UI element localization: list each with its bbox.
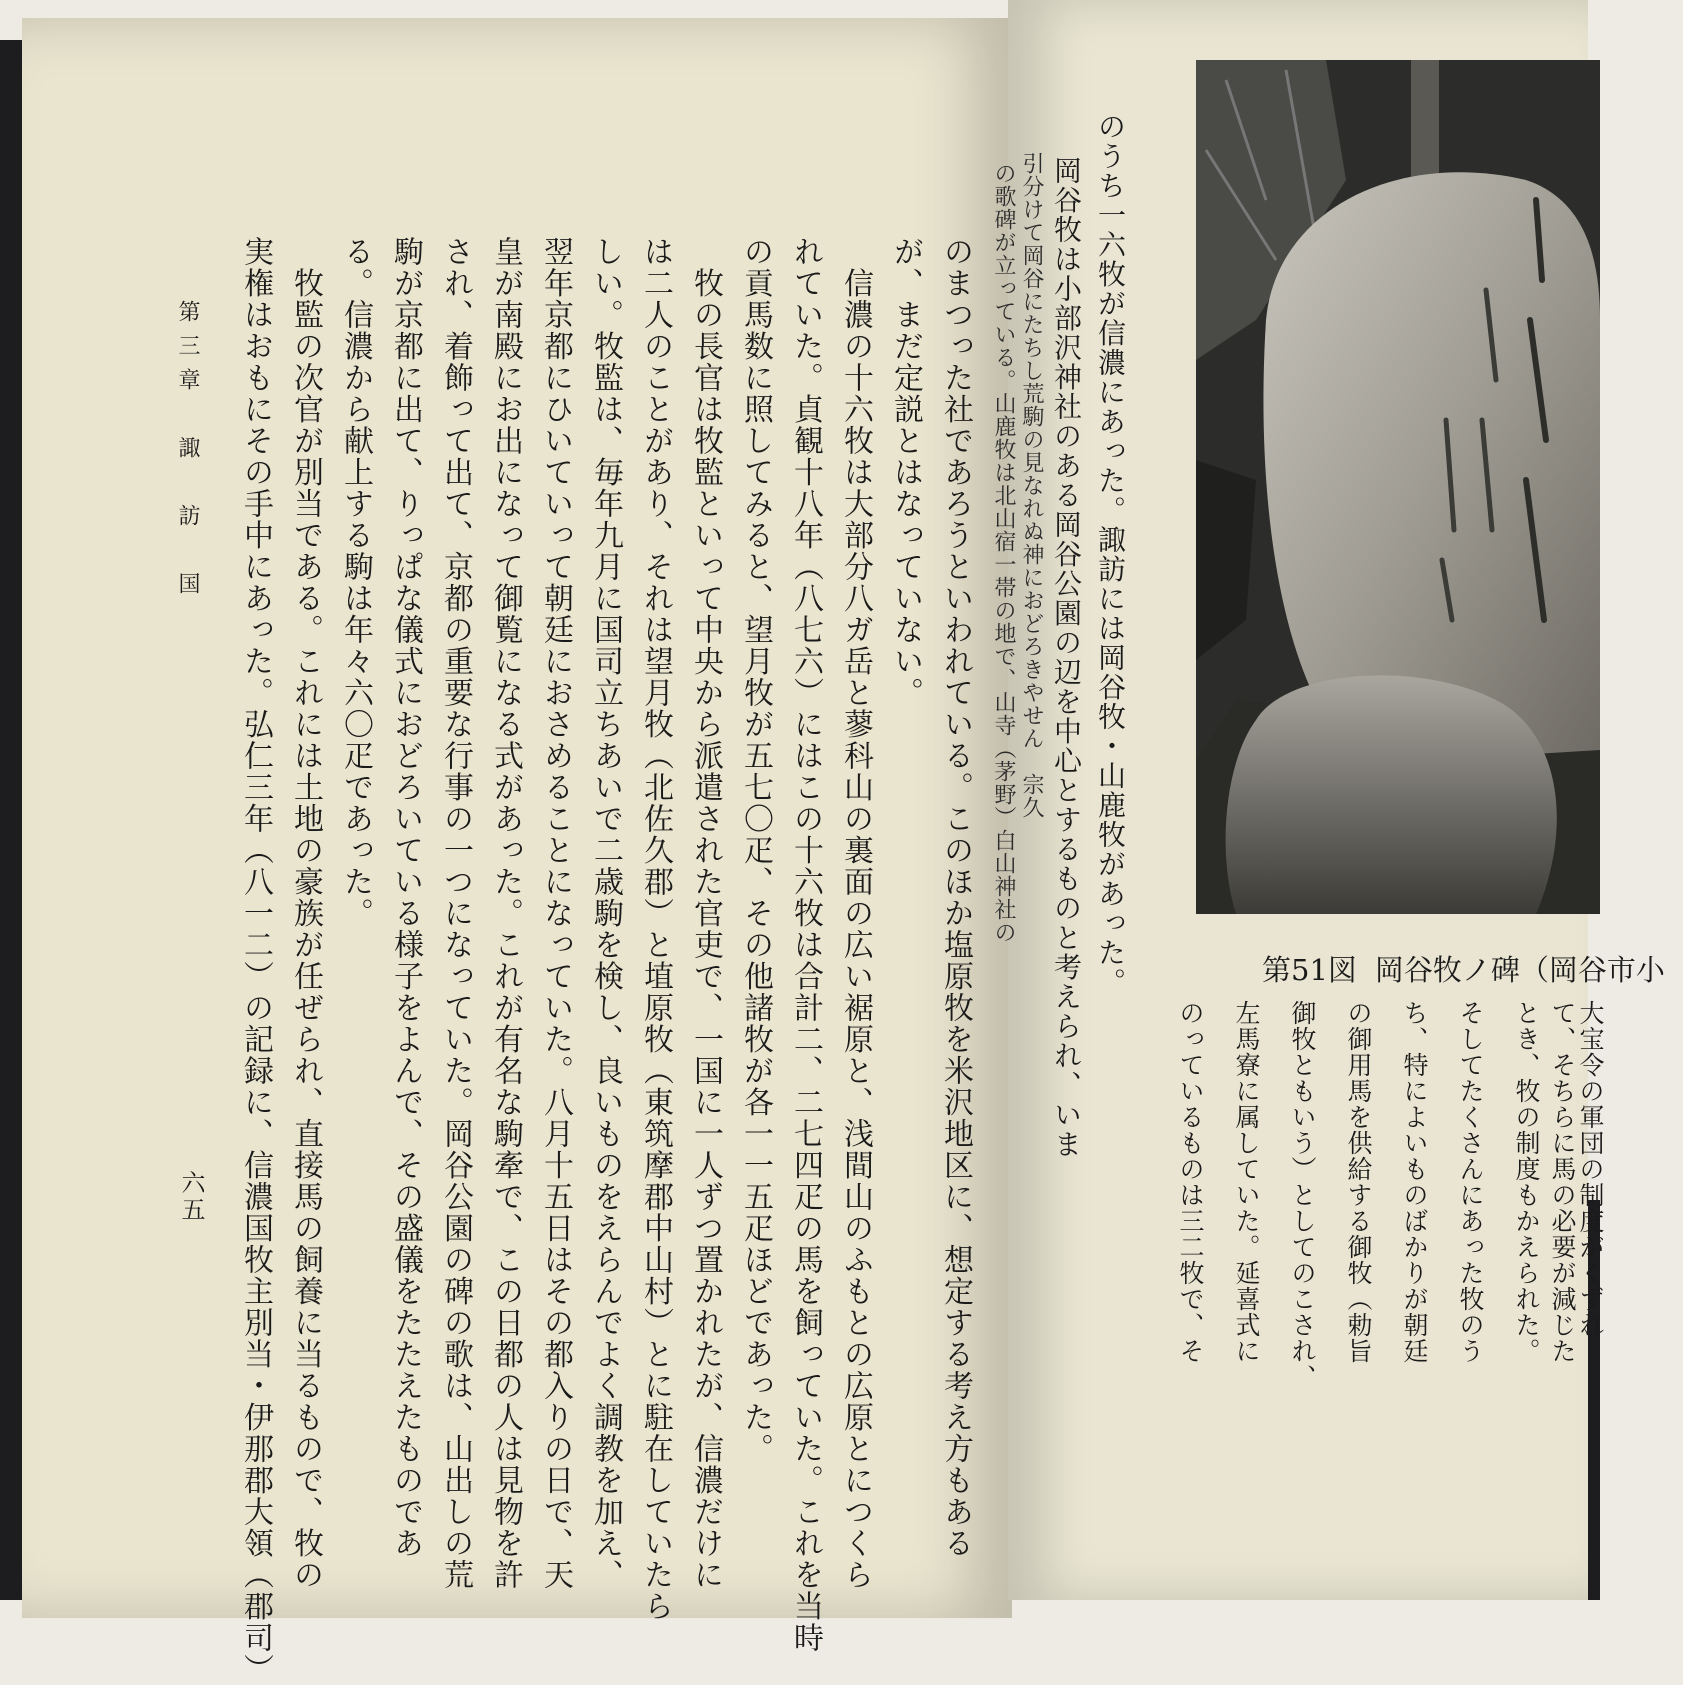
text-column: ち、特によいものばかりが朝廷 xyxy=(1400,1000,1429,1364)
text-column: とき、牧の制度もかえられた。 xyxy=(1512,1000,1541,1364)
text-column: しい。牧監は、毎年九月に国司立ちあいで二歳駒を検し、良いものをえらんでよく調教を加え、 xyxy=(588,236,623,1591)
figure-label: 第51図 xyxy=(1262,953,1357,987)
text-column: る。信濃から献上する駒は年々六〇疋であった。 xyxy=(338,236,373,929)
page-number: 六五 xyxy=(177,1170,205,1224)
poem-column: の歌碑が立っている。山鹿牧は北山宿一帯の地で、山寺（茅野）白山神社の xyxy=(991,162,1016,944)
text-column: 大宝令の軍団の制度がくずれ xyxy=(1576,1000,1605,1338)
text-column: が、まだ定説とはなっていない。 xyxy=(888,236,923,709)
text-column: 信濃の十六牧は大部分八ガ岳と蓼科山の裏面の広い裾原と、浅間山のふもとの広原とにつくら xyxy=(838,236,873,1591)
text-column: のっているものは三二牧で、そ xyxy=(1176,1000,1205,1364)
text-column: て、そちらに馬の必要が減じた xyxy=(1548,1000,1577,1364)
text-column: のまつった社であろうといわれている。このほか塩原牧を米沢地区に、想定する考え方もある xyxy=(938,236,973,1559)
monument-photo xyxy=(1196,60,1600,914)
text-column: 駒が京都に出て、りっぱな儀式におどろいている様子をよんで、その盛儀をたたえたものであ xyxy=(388,236,423,1559)
text-column: され、着飾って出て、京都の重要な行事の一つになっていた。岡谷公園の碑の歌は、山出しの荒 xyxy=(438,236,473,1591)
running-header: 第三章 諏 訪 国 xyxy=(175,300,200,606)
text-column: の貢馬数に照してみると、望月牧が五七〇疋、その他諸牧が各一一五疋ほどであった。 xyxy=(738,236,773,1465)
text-column: 岡谷牧は小部沢神社のある岡谷公園の辺を中心とするものと考えられ、いま xyxy=(1050,156,1083,1159)
text-column: 牧監の次官が別当である。これには土地の豪族が任ぜられ、直接馬の飼養に当るもので、牧の xyxy=(288,236,323,1591)
text-column: 翌年京都にひいていって朝廷におさめることになっていた。八月十五日はその都入りの日で、天 xyxy=(538,236,573,1591)
text-column: の御用馬を供給する御牧（勅旨 xyxy=(1344,1000,1373,1364)
text-column: 御牧ともいう）としてのこされ、 xyxy=(1288,1000,1317,1390)
text-column: 牧の長官は牧監といって中央から派遣された官吏で、一国に一人ずつ置かれたが、信濃だけに xyxy=(688,236,723,1591)
figure-title: 岡谷牧ノ碑（岡谷市小 xyxy=(1374,953,1665,987)
text-column: そしてたくさんにあった牧のう xyxy=(1456,1000,1485,1364)
text-column: のうち一六牧が信濃にあった。諏訪には岡谷牧・山鹿牧があった。 xyxy=(1094,112,1127,997)
figure-caption xyxy=(1262,948,1665,988)
text-column: は二人のことがあり、それは望月牧（北佐久郡）と埴原牧（東筑摩郡中山村）とに駐在していたら xyxy=(638,236,673,1622)
text-column: れていた。貞観十八年（八七六）にはこの十六牧は合計二、二七四疋の馬を飼っていた。これを当時 xyxy=(788,236,823,1654)
text-column: 左馬寮に属していた。延喜式に xyxy=(1232,1000,1261,1364)
poem-column: 引分けて岡谷にたちし荒駒の見なれぬ神におどろきやせん 宗久 xyxy=(1019,152,1044,819)
text-column: 実権はおもにその手中にあった。弘仁三年（八一二）の記録に、信濃国牧主別当・伊那郡大領（郡司） xyxy=(238,236,273,1685)
text-column: 皇が南殿にお出になって御覧になる式があった。これが有名な駒牽で、この日都の人は見物を許 xyxy=(488,236,523,1591)
